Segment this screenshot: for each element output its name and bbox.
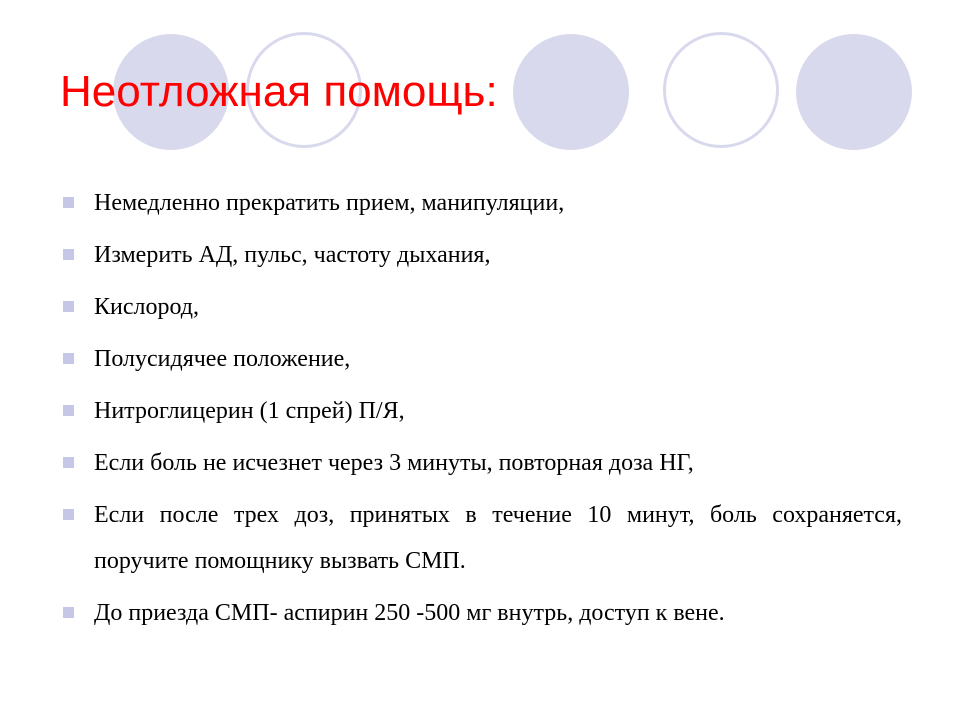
square-bullet-icon (63, 301, 74, 312)
square-bullet-icon (63, 457, 74, 468)
bullet-text: Если после трех доз, принятых в течение 10 минут, боль сохраняется, поручите помощнику вызвать СМП. (94, 502, 902, 574)
bullet-text: До приезда СМП- аспирин 250 -500 мг внутрь, доступ к вене. (94, 600, 725, 626)
decor-circle-filled (796, 34, 912, 150)
square-bullet-icon (63, 607, 74, 618)
bullet-item (60, 492, 902, 584)
bullet-item (60, 336, 902, 382)
bullet-text: Полусидячее положение, (94, 346, 351, 372)
bullet-text: Немедленно прекратить прием, манипуляции, (94, 190, 565, 216)
square-bullet-icon (63, 197, 74, 208)
square-bullet-icon (63, 353, 74, 364)
bullet-item (60, 388, 902, 434)
slide-title: Неотложная помощь: (60, 67, 498, 116)
square-bullet-icon (63, 405, 74, 416)
bullet-text: Измерить АД, пульс, частоту дыхания, (94, 242, 491, 268)
bullet-list (60, 180, 902, 642)
bullet-text: Нитроглицерин (1 спрей) П/Я, (94, 398, 405, 424)
decor-circle-filled (513, 34, 629, 150)
decor-circle-outline (663, 32, 779, 148)
bullet-item (60, 440, 902, 486)
square-bullet-icon (63, 509, 74, 520)
bullet-text: Кислород, (94, 294, 199, 320)
bullet-item (60, 232, 902, 278)
bullet-item (60, 180, 902, 226)
bullet-text: Если боль не исчезнет через 3 минуты, повторная доза НГ, (94, 450, 694, 476)
bullet-item (60, 284, 902, 330)
square-bullet-icon (63, 249, 74, 260)
bullet-item (60, 590, 902, 636)
